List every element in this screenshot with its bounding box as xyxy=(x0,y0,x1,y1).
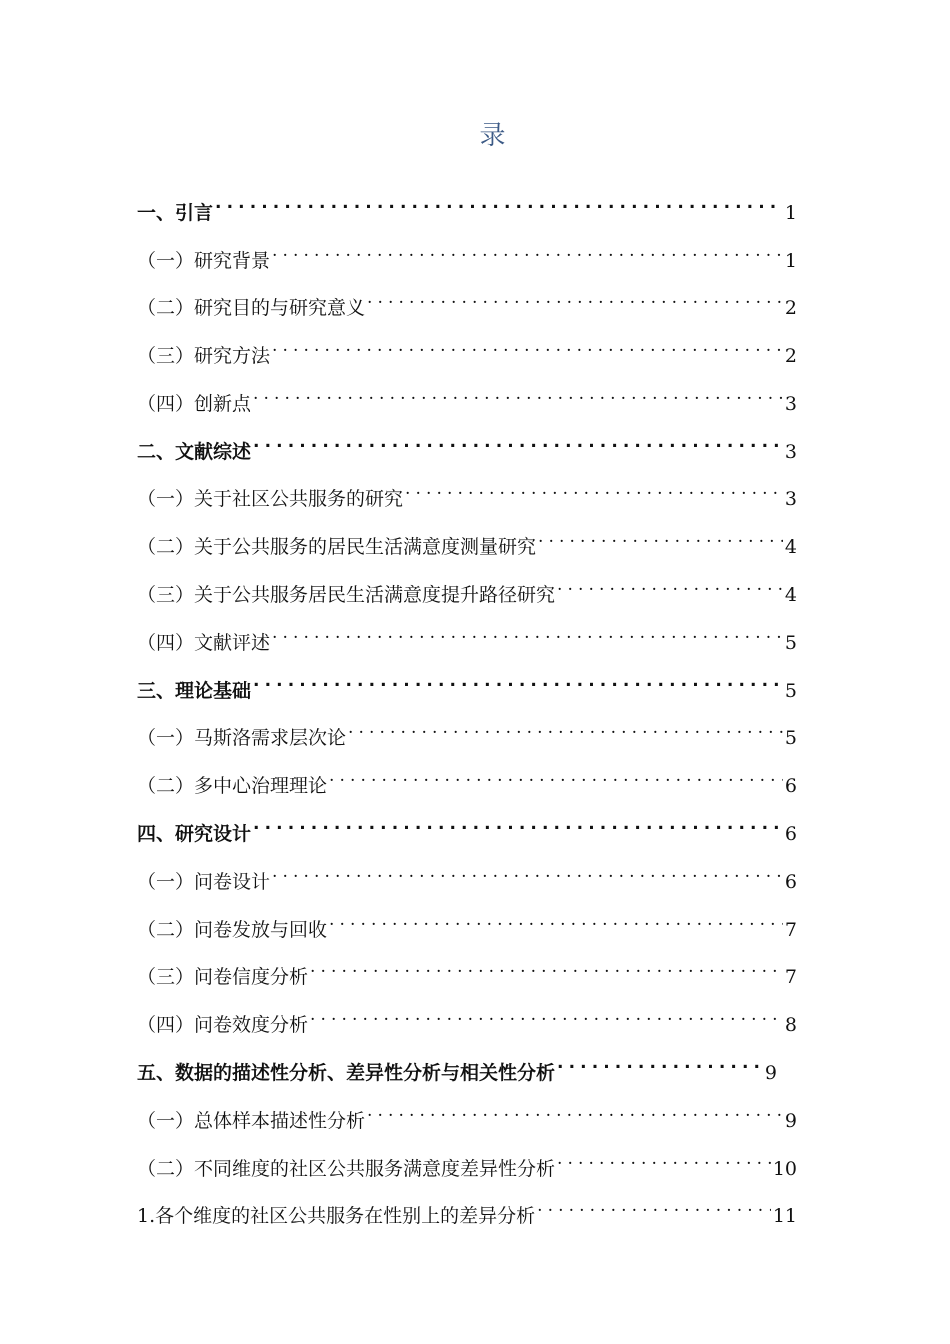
toc-entry-label: 四、研究设计 xyxy=(137,823,252,845)
dot-leader xyxy=(367,1095,783,1127)
dot-leader xyxy=(272,235,783,267)
toc-entry-page: 5 xyxy=(784,727,797,749)
toc-title: 录 xyxy=(479,121,506,151)
toc-entry[interactable] xyxy=(137,1143,797,1180)
toc-entry-label: （一）研究背景 xyxy=(137,250,271,272)
toc-entry[interactable] xyxy=(137,330,797,367)
toc-entry-label: （一）问卷设计 xyxy=(137,871,271,893)
toc-entry-label: （二）不同维度的社区公共服务满意度差异性分析 xyxy=(137,1158,556,1180)
toc-entry-page: 2 xyxy=(784,345,797,367)
toc-entry-label: （四）创新点 xyxy=(137,393,252,415)
toc-entry[interactable] xyxy=(137,856,797,893)
dot-leader xyxy=(310,951,783,983)
toc-entry-label: （四）问卷效度分析 xyxy=(137,1014,309,1036)
toc-entry-page: 9 xyxy=(764,1062,777,1084)
toc-entry-page: 9 xyxy=(784,1110,797,1132)
toc-entry-page: 6 xyxy=(784,823,797,845)
toc-entry[interactable] xyxy=(137,282,797,319)
toc-entry-page: 11 xyxy=(772,1205,797,1227)
toc-entry[interactable] xyxy=(137,712,797,749)
toc-entry-page: 3 xyxy=(784,393,797,415)
toc-entry-page: 2 xyxy=(784,297,797,319)
dot-leader xyxy=(272,617,783,649)
toc-entry[interactable] xyxy=(137,1047,777,1084)
toc-entry-label: （一）关于社区公共服务的研究 xyxy=(137,488,404,510)
toc-entry-page: 6 xyxy=(784,871,797,893)
toc-entry-label: 二、文献综述 xyxy=(137,441,252,463)
toc-entry-label: （三）研究方法 xyxy=(137,345,271,367)
toc-entry[interactable] xyxy=(137,951,797,988)
toc-entry-page: 5 xyxy=(784,632,797,654)
toc-entry-page: 8 xyxy=(784,1014,797,1036)
toc-entry-label: 一、引言 xyxy=(137,202,214,224)
toc-entry-label: 三、理论基础 xyxy=(137,680,252,702)
toc-entry-label: 1.各个维度的社区公共服务在性别上的差异分析 xyxy=(137,1205,536,1227)
dot-leader xyxy=(329,760,783,792)
toc-entry[interactable] xyxy=(137,665,797,702)
toc-entry[interactable] xyxy=(137,760,797,797)
dot-leader xyxy=(272,856,783,888)
toc-entry-label: （四）文献评述 xyxy=(137,632,271,654)
toc-entry-page: 7 xyxy=(784,966,797,988)
toc-entry-page: 3 xyxy=(784,441,797,463)
toc-entry[interactable] xyxy=(137,426,797,463)
toc-entry-page: 1 xyxy=(784,250,797,272)
toc-entry-page: 4 xyxy=(784,536,797,558)
dot-leader xyxy=(253,808,783,840)
dot-leader xyxy=(367,282,783,314)
toc-entry-page: 10 xyxy=(772,1158,797,1180)
toc-entry-page: 1 xyxy=(784,202,797,224)
toc-entry-label: （二）研究目的与研究意义 xyxy=(137,297,366,319)
toc-entry-label: 五、数据的描述性分析、差异性分析与相关性分析 xyxy=(137,1062,556,1084)
toc-entry[interactable] xyxy=(137,1095,797,1132)
toc-entry[interactable] xyxy=(137,617,797,654)
toc-entry-page: 5 xyxy=(784,680,797,702)
toc-entry[interactable] xyxy=(137,378,797,415)
toc-entry-page: 7 xyxy=(784,919,797,941)
dot-leader xyxy=(537,1190,771,1222)
dot-leader xyxy=(538,521,783,553)
dot-leader xyxy=(253,665,783,697)
toc-entry-label: （三）关于公共服务居民生活满意度提升路径研究 xyxy=(137,584,556,606)
dot-leader xyxy=(329,904,783,936)
toc-entry-label: （二）多中心治理理论 xyxy=(137,775,328,797)
dot-leader xyxy=(310,999,783,1031)
dot-leader xyxy=(557,569,783,601)
dot-leader xyxy=(215,187,783,219)
dot-leader xyxy=(253,426,783,458)
toc-entry-page: 6 xyxy=(784,775,797,797)
toc-entry[interactable] xyxy=(137,808,797,845)
toc-entry[interactable] xyxy=(137,999,797,1036)
toc-entry[interactable] xyxy=(137,235,797,272)
toc-entry-label: （一）总体样本描述性分析 xyxy=(137,1110,366,1132)
dot-leader xyxy=(557,1143,771,1175)
toc-entry[interactable] xyxy=(137,1190,797,1227)
toc-entry-label: （三）问卷信度分析 xyxy=(137,966,309,988)
toc-entry[interactable] xyxy=(137,569,797,606)
toc-entry[interactable] xyxy=(137,904,797,941)
dot-leader xyxy=(405,473,783,505)
toc-entry-page: 3 xyxy=(784,488,797,510)
toc-entry-label: （二）关于公共服务的居民生活满意度测量研究 xyxy=(137,536,537,558)
dot-leader xyxy=(253,378,783,410)
toc-entry-page: 4 xyxy=(784,584,797,606)
toc-entry[interactable] xyxy=(137,473,797,510)
toc-entry[interactable] xyxy=(137,521,797,558)
toc-entry-label: （一）马斯洛需求层次论 xyxy=(137,727,347,749)
dot-leader xyxy=(348,712,783,744)
dot-leader xyxy=(557,1047,763,1079)
toc-entry-label: （二）问卷发放与回收 xyxy=(137,919,328,941)
toc-entry[interactable] xyxy=(137,187,797,224)
dot-leader xyxy=(272,330,783,362)
